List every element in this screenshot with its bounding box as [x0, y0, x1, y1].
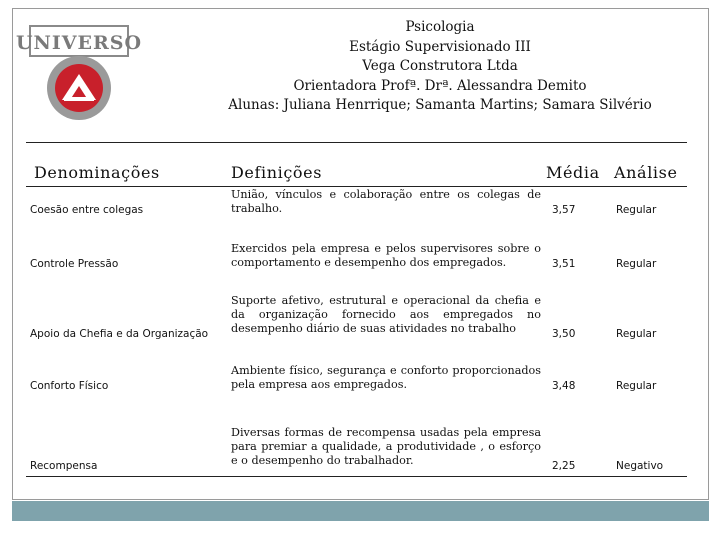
row-4-name: Conforto Físico [30, 380, 109, 392]
header-denominacoes: Denominações [34, 163, 160, 182]
row-5-media: 2,25 [552, 460, 576, 472]
row-5-definition: Diversas formas de recompensa usadas pela empresa para premiar a qualidade, a produtividade , o esforço e o desempenho do trabalhador. [231, 426, 541, 467]
universo-logo [15, 24, 143, 124]
row-1-analise: Regular [616, 204, 657, 216]
row-3-analise: Regular [616, 328, 657, 340]
row-2-media: 3,51 [552, 258, 576, 270]
row-1-definition: União, vínculos e colaboração entre os colegas de trabalho. [231, 188, 541, 215]
row-4-media: 3,48 [552, 380, 576, 392]
row-4-definition: Ambiente físico, segurança e conforto proporcionados pela empresa aos empregados. [231, 364, 541, 391]
header-internship: Estágio Supervisionado III [349, 38, 531, 55]
slide-header [200, 18, 680, 116]
row-3-media: 3,50 [552, 328, 576, 340]
row-1-media: 3,57 [552, 204, 576, 216]
row-5-analise: Negativo [616, 460, 664, 472]
footer-bar [12, 501, 709, 521]
row-5-name: Recompensa [30, 460, 98, 472]
header-analise: Análise [614, 163, 678, 182]
row-2-definition: Exercidos pela empresa e pelos supervisores sobre o comportamento e desempenho dos empregados. [231, 242, 541, 269]
svg-text:UNIVERSO: UNIVERSO [15, 32, 143, 54]
row-4-analise: Regular [616, 380, 657, 392]
row-2-analise: Regular [616, 258, 657, 270]
header-students: Alunas: Juliana Henrrique; Samanta Martins; Samara Silvério [228, 97, 652, 113]
header-definicoes: Definições [231, 163, 323, 182]
row-3-definition: Suporte afetivo, estrutural e operacional da chefia e da organização fornecido aos empregados no desempenho diário de suas atividades no trabalho [231, 294, 541, 335]
header-course: Psicologia [405, 19, 475, 35]
row-2-name: Controle Pressão [30, 258, 119, 270]
table-header-border [26, 186, 687, 187]
header-advisor: Orientadora Profª. Drª. Alessandra Demito [293, 77, 587, 94]
row-1-name: Coesão entre colegas [30, 204, 144, 216]
table-bottom-border [26, 476, 687, 477]
header-media: Média [546, 163, 600, 182]
table-top-border [26, 142, 687, 143]
header-company: Vega Construtora Ltda [362, 58, 518, 74]
row-3-name: Apoio da Chefia e da Organização [30, 328, 209, 340]
